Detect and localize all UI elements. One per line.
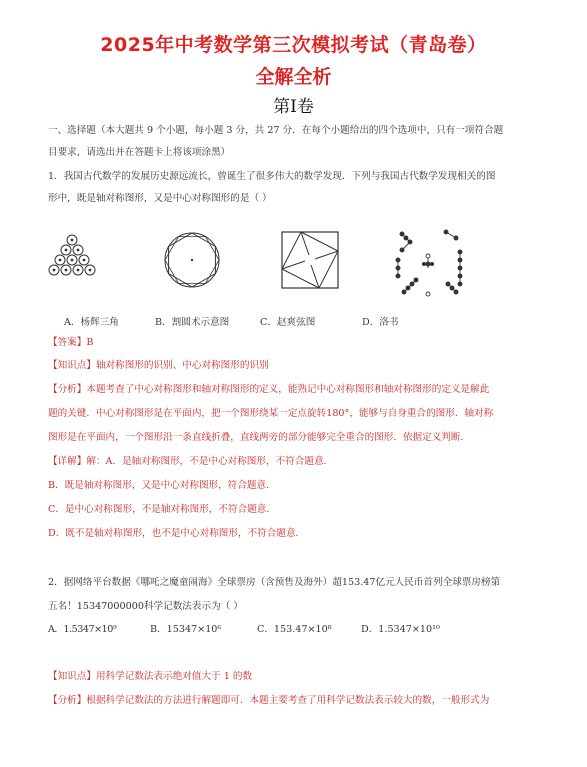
page-title: 2025年中考数学第三次模拟考试（青岛卷）	[100, 34, 487, 56]
page-subtitle: 全解全析	[255, 66, 332, 88]
q1-analysis-line-2: 题的关键．中心对称图形是在平面内，把一个图形绕某一定点旋转180°，能够与自身重合的图形．轴对称	[48, 408, 494, 419]
q2-option-c: C．153.47×10⁸	[257, 624, 332, 635]
q1-detail-c: C．是中心对称图形，不是轴对称图形，不符合题意．	[48, 504, 276, 515]
q2-analysis-line-1: 【分析】根据科学记数法的方法进行解题即可．本题主要考查了用科学记数法表示较大的数，一般形式为	[48, 695, 490, 706]
q2-option-d: D．1.5347×10¹⁰	[361, 624, 440, 635]
q2-stem-line-2: 五名！15347000000科学记数法表示为（ ）	[48, 601, 243, 612]
zhao-shuang-figure	[281, 231, 339, 289]
q1-detail-d: D．既不是轴对称图形，也不是中心对称图形，不符合题意．	[48, 528, 306, 539]
q2-option-b: B．15347×10⁶	[150, 624, 222, 635]
q1-detail-a: 【详解】解：A．是轴对称图形，不是中心对称图形，不符合题意．	[48, 456, 334, 467]
q1-knowledge-point: 【知识点】轴对称图形的识别、中心对称图形的识别	[48, 360, 269, 371]
q1-option-a: A．杨辉三角	[64, 317, 119, 328]
luoshu-figure	[390, 228, 470, 300]
q1-option-d: D．洛书	[362, 317, 399, 328]
q2-stem-line-1: 2．据网络平台数据《哪吒之魔童闹海》全球票房（含预售及海外）超153.47亿元人民币首列全球票房榜第	[48, 577, 501, 588]
q1-option-b: B．割圆术示意图	[155, 317, 230, 328]
q1-option-c: C．赵爽弦图	[260, 317, 316, 328]
circle-cutting-figure	[162, 230, 222, 290]
q2-knowledge-point: 【知识点】用科学记数法表示绝对值大于 1 的数	[48, 671, 253, 682]
yanghui-triangle-figure	[44, 234, 100, 290]
q1-stem-line-2: 形中，既是轴对称图形，又是中心对称图形的是（ ）	[48, 193, 272, 204]
q1-analysis-line-1: 【分析】本题考查了中心对称图形和轴对称图形的定义，能熟记中心对称图形和轴对称图形的定义是解此	[48, 384, 490, 395]
intro-line-1: 一、选择题（本大题共 9 个小题，每小题 3 分，共 27 分．在每个小题给出的四个选项中，只有一项符合题	[48, 125, 504, 136]
q1-stem-line-1: 1．我国古代数学的发展历史源远流长，曾诞生了很多伟大的数学发现．下列与我国古代数学发现相关的图	[48, 171, 496, 182]
q1-answer: 【答案】B	[48, 337, 94, 348]
q1-analysis-line-3: 图形是在平面内，一个图形沿一条直线折叠，直线两旁的部分能够完全重合的图形．依据定义判断．	[48, 432, 471, 443]
section-title: 第Ⅰ卷	[273, 97, 314, 117]
q1-detail-b: B．既是轴对称图形，又是中心对称图形，符合题意．	[48, 480, 276, 491]
intro-line-2: 目要求，请选出并在答题卡上将该项涂黑）	[48, 147, 231, 158]
q2-option-a: A．1.5347×10⁹	[48, 624, 117, 635]
